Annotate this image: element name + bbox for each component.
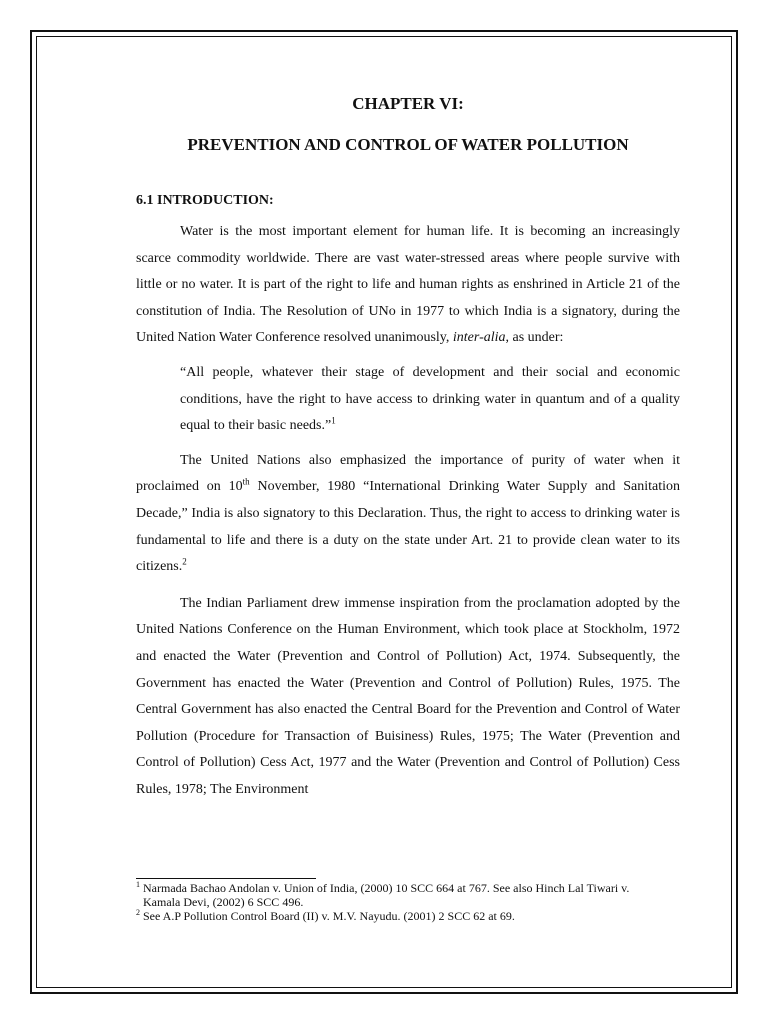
block-quote-text: “All people, whatever their stage of development and their social and economic conditions, have the right to have access to drinking water in quantum and of a quality equal to their basic needs.”	[180, 364, 680, 434]
footnote-1-continuation: Kamala Devi, (2002) 6 SCC 496.	[143, 895, 304, 909]
block-quote	[180, 360, 680, 440]
footnotes	[136, 881, 680, 923]
paragraph-un-decade	[136, 448, 680, 581]
footnote-2	[136, 909, 680, 923]
paragraph-intro	[136, 219, 680, 352]
footnote-1-text: Narmada Bachao Andolan v. Union of India, (2000) 10 SCC 664 at 767. See also Hinch Lal Tiwari v.	[140, 881, 630, 895]
paragraph-un-decade-text-b: November, 1980 “International Drinking Water Supply and Sanitation Decade,” India is also signatory to this Declaration. Thus, the right to access to drinking water is fundamental to life and there is a duty on the state under Art. 21 to provide clean water to its citizens.	[136, 479, 680, 575]
footnote-1	[136, 881, 680, 909]
footnote-separator	[136, 878, 316, 879]
paragraph-parliament: The Indian Parliament drew immense inspiration from the proclamation adopted by the United Nations Conference on the Human Environment, which took place at Stockholm, 1972 and enacted the Water (Prevention and Control of Pollution) Act, 1974. Subsequently, the Government has enacted the Water (Prevention and Control of Pollution) Rules, 1975. The Central Government has also enacted the Central Board for the Prevention and Control of Water Pollution (Procedure for Transaction of Buisiness) Rules, 1975; The Water (Prevention and Control of Pollution) Cess Act, 1977 and the Water (Prevention and Control of Pollution) Cess Rules, 1978; The Environment	[136, 595, 680, 797]
footnote-1-number: 1	[136, 880, 140, 889]
footnote-2-text: See A.P Pollution Control Board (II) v. M.V. Nayudu. (2001) 2 SCC 62 at 69.	[140, 909, 515, 923]
paragraph-intro-end: , as under:	[505, 330, 564, 346]
paragraph-un-decade-text-a: The United Nations also emphasized the importance of purity of water when it proclaimed on 10	[136, 452, 680, 495]
document-page	[136, 92, 680, 803]
paragraph-intro-italic: inter-alia	[452, 330, 506, 346]
section-heading: 6.1 INTRODUCTION:	[136, 193, 274, 208]
chapter-heading: CHAPTER VI:	[352, 94, 464, 113]
ordinal-superscript: th	[242, 476, 250, 487]
footnote-2-number: 2	[136, 908, 140, 917]
paragraph-intro-text: Water is the most important element for human life. It is becoming an increasingly scarce commodity worldwide. There are vast water-stressed areas where people survive with little or no water. It is part of the right to life and human rights as enshrined in Article 21 of the constitution of India. The Resolution of UNo in 1977 to which India is a signatory, during the United Nation Water Conference resolved unanimously,	[136, 224, 680, 346]
chapter-title: PREVENTION AND CONTROL OF WATER POLLUTION	[187, 135, 629, 154]
footnote-ref-1: 1	[331, 415, 336, 426]
footnote-ref-2: 2	[182, 556, 187, 567]
